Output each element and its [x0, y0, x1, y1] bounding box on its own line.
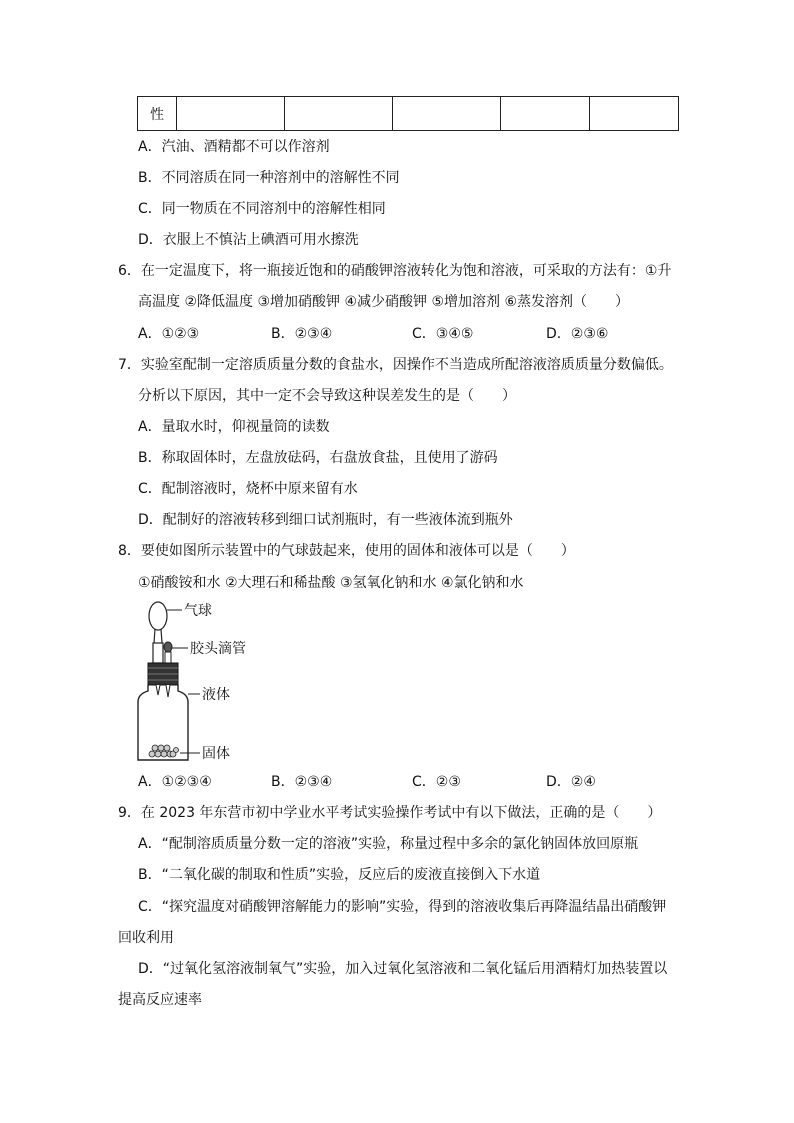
q7-option-a: A．量取水时，仰视量筒的读数 — [138, 419, 330, 435]
q6-option-b: B．②③④ — [271, 326, 333, 342]
q6-option-a: A．①②③ — [138, 326, 200, 342]
q5-option-b: B．不同溶质在同一种溶剂中的溶解性不同 — [138, 170, 400, 186]
table-cell — [393, 97, 501, 131]
table-fragment — [137, 96, 679, 131]
table-cell — [590, 97, 679, 131]
q6-stem-line1: 6．在一定温度下，将一瓶接近饱和的硝酸钾溶液转化为饱和溶液，可采取的方法有：①升 — [118, 263, 672, 279]
dropper-bulb — [164, 642, 172, 652]
q7-option-d: D．配制好的溶液转移到细口试剂瓶时，有一些液体流到瓶外 — [138, 512, 513, 528]
q8-option-c: C．②③ — [412, 774, 461, 790]
label-liquid: 液体 — [202, 687, 230, 703]
q7-stem-line1: 7．实验室配制一定溶质质量分数的食盐水，因操作不当造成所配溶液溶质质量分数偏低。 — [118, 357, 673, 373]
q9-option-b: B．“二氧化碳的制取和性质”实验，反应后的废液直接倒入下水道 — [138, 867, 541, 883]
q8-stem: 8．要使如图所示装置中的气球鼓起来，使用的固体和液体可以是（ ） — [118, 543, 575, 559]
table-cell — [285, 97, 393, 131]
q9-option-d-line1: D．“过氧化氢溶液制氧气”实验，加入过氧化氢溶液和二氧化锰后用酒精灯加热装置以 — [138, 961, 668, 977]
q7-option-c: C．配制溶液时，烧杯中原来留有水 — [138, 481, 358, 497]
table-cell — [501, 97, 590, 131]
q8-option-a: A．①②③④ — [138, 774, 212, 790]
q8-items: ①硝酸铵和水 ②大理石和稀盐酸 ③氢氧化钠和水 ④氯化钠和水 — [138, 575, 524, 591]
q6-option-c: C．③④⑤ — [412, 326, 474, 342]
table-row — [138, 97, 679, 131]
q9-option-c-line1: C．“探究温度对硝酸钾溶解能力的影响”实验，得到的溶液收集后再降温结晶出硝酸钾 — [138, 899, 667, 915]
q9-option-c-line2: 回收利用 — [118, 930, 174, 946]
label-solid: 固体 — [202, 746, 230, 762]
q8-option-d: D．②④ — [546, 774, 596, 790]
table-cell: 性 — [138, 97, 177, 131]
apparatus-diagram — [130, 598, 280, 763]
table-cell — [177, 97, 285, 131]
q6-stem-line2: 高温度 ②降低温度 ③增加硝酸钾 ④减少硝酸钾 ⑤增加溶剂 ⑥蒸发溶剂（ ） — [138, 294, 630, 310]
q9-option-d-line2: 提高反应速率 — [118, 992, 202, 1008]
balloon-shape — [149, 602, 167, 630]
q7-stem-line2: 分析以下原因，其中一定不会导致这种误差发生的是（ ） — [138, 388, 516, 404]
solid-particles — [149, 745, 179, 757]
q9-stem: 9．在 2023 年东营市初中学业水平考试实验操作考试中有以下做法，正确的是（ ） — [118, 805, 662, 821]
label-balloon: 气球 — [184, 603, 212, 619]
label-dropper: 胶头滴管 — [190, 641, 246, 657]
q6-option-d: D．②③⑥ — [546, 326, 609, 342]
q8-option-b: B．②③④ — [271, 774, 333, 790]
q5-option-c: C．同一物质在不同溶剂中的溶解性相同 — [138, 201, 386, 217]
q9-option-a: A．“配制溶质质量分数一定的溶液”实验，称量过程中多余的氯化钠固体放回原瓶 — [138, 836, 639, 852]
q5-option-a: A．汽油、酒精都不可以作溶剂 — [138, 139, 330, 155]
q5-option-d: D．衣服上不慎沾上碘酒可用水擦洗 — [138, 232, 359, 248]
q7-option-b: B．称取固体时，左盘放砝码，右盘放食盐，且使用了游码 — [138, 450, 498, 466]
